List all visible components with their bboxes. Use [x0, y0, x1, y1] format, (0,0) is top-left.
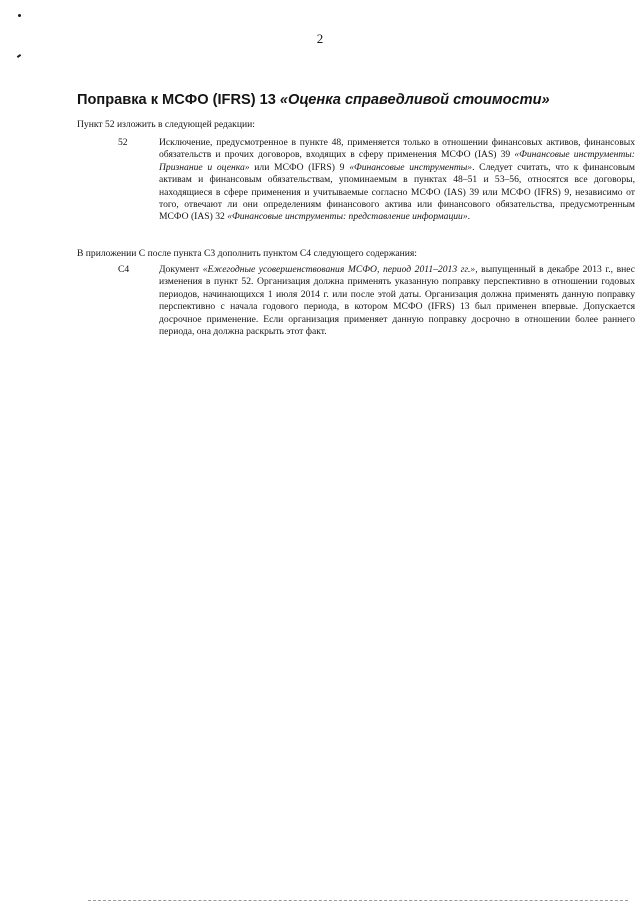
amendment-2-intro: В приложении С после пункта С3 дополнить пунктом С4 следующего содержания: — [77, 248, 417, 259]
text-run: . — [467, 211, 471, 223]
italic-citation: «Финансовые инструменты» — [349, 161, 473, 173]
text-run: или МСФО (IFRS) 9 — [249, 161, 350, 173]
heading-prefix: Поправка к МСФО (IFRS) 13 — [77, 92, 280, 108]
paragraph-text — [159, 264, 635, 338]
italic-citation: «Финансовые инструменты: представление информации» — [227, 211, 468, 223]
heading-subject: «Оценка справедливой стоимости» — [279, 92, 550, 108]
paragraph-text — [159, 137, 635, 224]
scan-speck — [18, 14, 21, 17]
text-run: Документ — [159, 264, 203, 275]
amendment-1-intro: Пункт 52 изложить в следующей редакции: — [77, 119, 255, 130]
italic-citation: «Финансовые инструменты: Признание и оценка» — [159, 149, 636, 173]
page-number: 2 — [316, 31, 324, 46]
italic-citation: «Ежегодные усовершенствования МСФО, период 2011–2013 гг.» — [202, 264, 476, 275]
paragraph-number: 52 — [118, 137, 128, 148]
document-heading — [77, 92, 577, 108]
text-run: Исключение, предусмотренное в пункте 48, применяется только в отношении финансовых активов, финансовых обязательств и прочих договоров, входящих в сферу применения МСФО (IAS) 39 — [159, 137, 635, 161]
text-run: , выпущенный в декабре 2013 г., внес изменения в пункт 52. Организация должна применять указанную поправку перспективно в отношении годовых периодов, начинающихся 1 июля 2014 г. или после этой даты. Организация должна применять данную поправку перспективно с начала годового периода, в котором МСФО (IFRS) 13 был применен впервые. Допускается досрочное применение. Если организация применяет данную поправку досрочно в отношении более раннего периода, она должна раскрыть этот факт. — [159, 264, 635, 338]
paragraph-number: С4 — [118, 264, 130, 275]
scan-speck — [17, 54, 21, 58]
scan-bottom-edge — [88, 900, 628, 901]
text-run: . Следует считать, что к финансовым активам и финансовым обязательствам, упоминаемым в пунктах 48–51 и 53–56, относятся все договоры, находящиеся в сфере применения и учитываемые согласно МСФО (IAS) 39 или МСФО (IFRS) 9, независимо от того, отвечают ли они определениям финансового актива или финансового обязательства, предусмотренным МСФО (IAS) 32 — [159, 161, 635, 223]
